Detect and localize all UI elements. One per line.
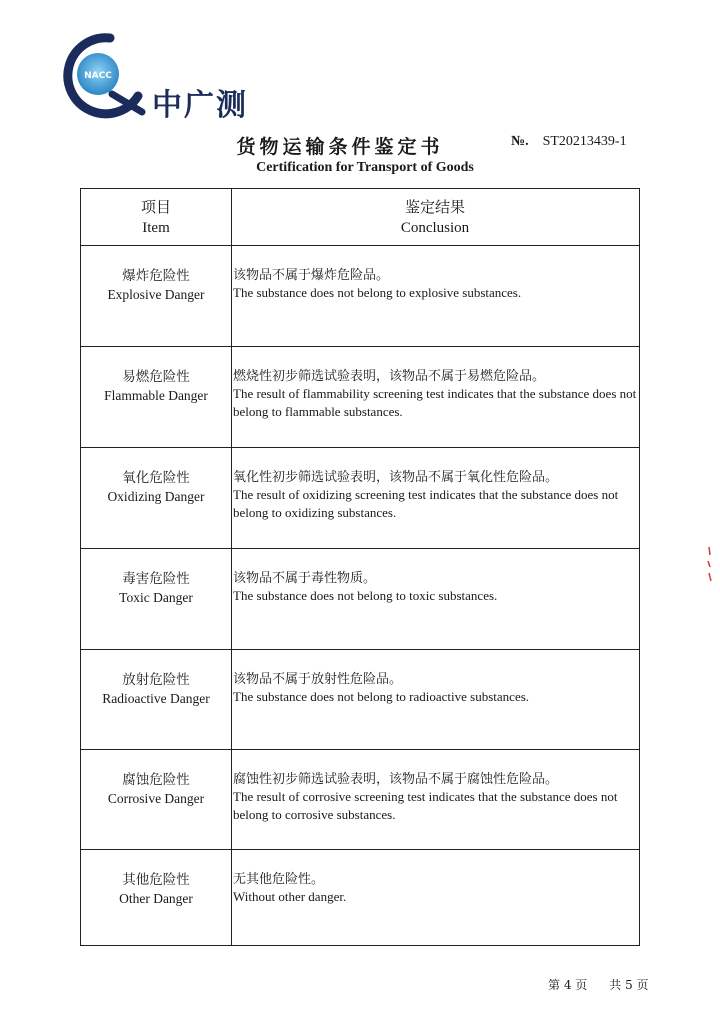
seal-edge-mark [706,545,712,585]
conclusion-en: The substance does not belong to toxic substances. [233,588,498,603]
table-row [81,447,639,549]
item-cell [81,367,231,405]
item-en: Explosive Danger [107,287,205,302]
page-number: 第 4 页 [548,978,588,992]
item-en: Corrosive Danger [107,791,205,806]
conclusion-en: The result of oxidizing screening test indicates that the substance does not belong to oxidizing substances. [233,487,619,520]
conclusion-cn: 该物品不属于放射性危险品。 [233,671,403,686]
document-number [511,134,627,150]
conclusion-cell [233,569,637,605]
conclusion-en: The substance does not belong to radioactive substances. [233,689,530,704]
conclusion-cell [233,870,637,906]
item-cn: 爆炸危险性 [122,268,190,283]
table-row [81,245,639,347]
conclusion-cell [233,367,637,421]
conclusion-cell [233,468,637,522]
table-row [81,346,639,448]
logo-badge-text: NACC [84,71,112,81]
table-row [81,849,639,946]
item-cell [81,468,231,506]
conclusion-cn: 该物品不属于毒性物质。 [233,570,377,585]
doc-no-label: №. [511,134,529,149]
header-item-cn: 项目 [140,200,171,216]
item-en: Oxidizing Danger [107,489,205,504]
conclusion-en: The substance does not belong to explosive substances. [233,285,522,300]
item-en: Flammable Danger [104,388,208,403]
item-cell [81,266,231,304]
item-en: Toxic Danger [119,590,193,605]
header-conclusion-cell [233,198,637,238]
item-cell [81,569,231,607]
nacc-logo-icon [50,30,160,120]
item-cn: 腐蚀危险性 [122,772,190,787]
table-row [81,749,639,850]
item-cell [81,770,231,808]
conclusion-cn: 氧化性初步筛选试验表明，该物品不属于氧化性危险品。 [233,469,559,484]
item-en: Other Danger [119,891,193,906]
page-total: 共 5 页 [609,978,649,992]
conclusion-cell [233,266,637,302]
header-conclusion-en: Conclusion [400,220,470,236]
header-item-cell [81,198,231,238]
conclusion-en: The result of flammability screening test indicates that the substance does not belong to flammable substances. [233,386,637,419]
item-en: Radioactive Danger [102,691,210,706]
logo-text: 中广测 [152,88,248,123]
item-cn: 放射危险性 [122,672,190,687]
item-cn: 氧化危险性 [122,470,190,485]
item-cell [81,870,231,908]
item-cn: 易燃危险性 [122,369,190,384]
header-conclusion-cn: 鉴定结果 [404,200,465,216]
conclusion-cell [233,670,637,706]
document-title-en: Certification for Transport of Goods [256,160,474,175]
conclusion-cn: 该物品不属于爆炸危险品。 [233,267,390,282]
table-header-row [81,189,639,245]
doc-no-value: ST20213439-1 [542,134,627,149]
conclusion-cell [233,770,637,824]
conclusion-cn: 腐蚀性初步筛选试验表明，该物品不属于腐蚀性危险品。 [233,771,559,786]
conclusion-en: Without other danger. [233,889,347,904]
header-item-en: Item [142,220,170,236]
document-title-cn: 货物运输条件鉴定书 [236,136,444,158]
item-cell [81,670,231,708]
table-row [81,649,639,750]
item-cn: 毒害危险性 [122,571,190,586]
conclusion-table [80,188,640,946]
conclusion-en: The result of corrosive screening test indicates that the substance does not belong to corrosive substances. [233,789,618,822]
item-cn: 其他危险性 [122,872,190,887]
page-footer [548,976,649,993]
conclusion-cn: 燃烧性初步筛选试验表明，该物品不属于易燃危险品。 [233,368,546,383]
table-row [81,548,639,650]
conclusion-cn: 无其他危险性。 [233,871,325,886]
